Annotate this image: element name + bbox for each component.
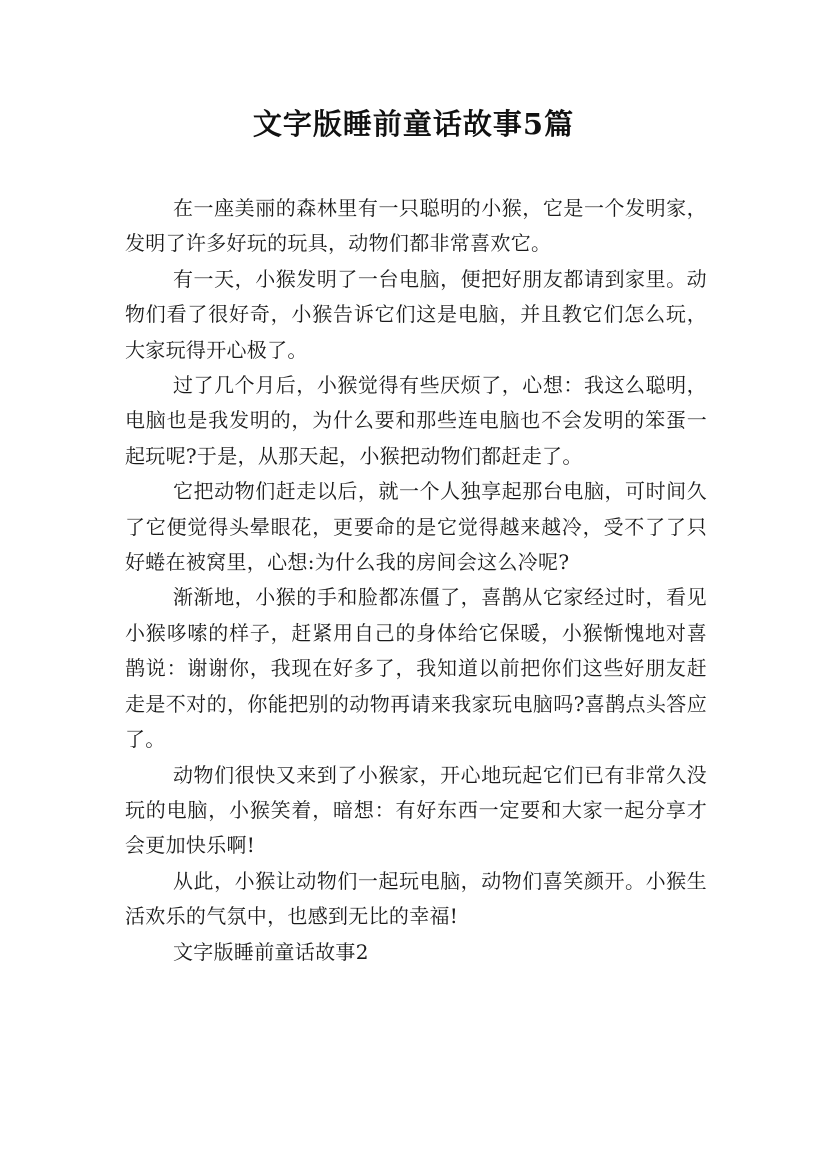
paragraph-5: 渐渐地，小猴的手和脸都冻僵了，喜鹊从它家经过时，看见小猴哆嗦的样子，赶紧用自己的身体给它保暖，小猴惭愧地对喜鹊说：谢谢你，我现在好多了，我知道以前把你们这些好朋友赶走是不对的，你能把别的动物再请来我家玩电脑吗?喜鹊点头答应了。 [125, 585, 707, 752]
document-title: 文字版睡前童话故事5篇 [252, 107, 575, 141]
paragraph-7: 从此，小猴让动物们一起玩电脑，动物们喜笑颜开。小猴生活欢乐的气氛中，也感到无比的幸福! [125, 868, 707, 929]
document-body [125, 191, 707, 970]
paragraph-3: 过了几个月后，小猴觉得有些厌烦了，心想：我这么聪明，电脑也是我发明的，为什么要和那些连电脑也不会发明的笨蛋一起玩呢?于是，从那天起，小猴把动物们都赶走了。 [125, 373, 707, 468]
paragraph-1: 在一座美丽的森林里有一只聪明的小猴，它是一个发明家，发明了许多好玩的玩具，动物们都非常喜欢它。 [125, 196, 707, 256]
paragraph-2: 有一天，小猴发明了一台电脑，便把好朋友都请到家里。动物们看了很好奇，小猴告诉它们这是电脑，并且教它们怎么玩，大家玩得开心极了。 [125, 266, 707, 362]
section-heading-story-2: 文字版睡前童话故事2 [173, 939, 369, 964]
paragraph-6: 动物们很快又来到了小猴家，开心地玩起它们已有非常久没玩的电脑，小猴笑着，暗想：有好东西一定要和大家一起分享才会更加快乐啊! [125, 762, 707, 858]
paragraph-4: 它把动物们赶走以后，就一个人独享起那台电脑，可时间久了它便觉得头晕眼花，更要命的是它觉得越来越冷，受不了了只好蜷在被窝里，心想:为什么我的房间会这么冷呢? [125, 479, 707, 575]
